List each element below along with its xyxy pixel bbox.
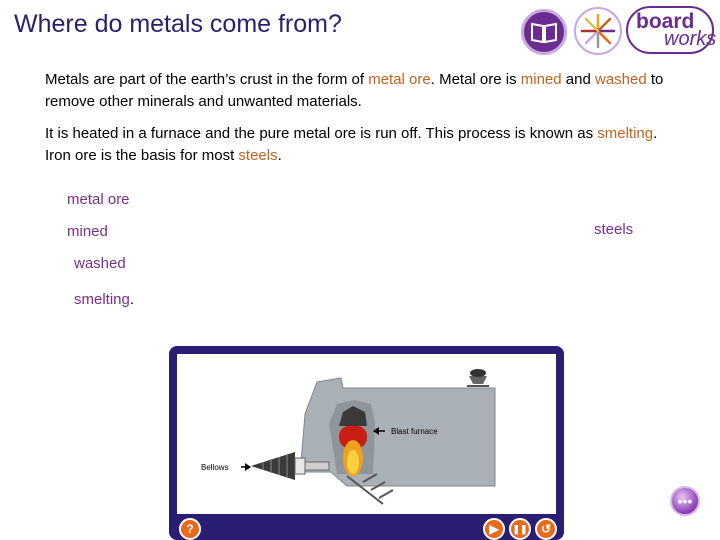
pause-button[interactable]: ❚❚ [509,518,531,540]
floating-keyword-metal-ore[interactable]: metal ore [67,191,130,208]
play-button[interactable]: ▶ [483,518,505,540]
animation-widget [169,346,564,540]
floating-keyword-mined[interactable]: mined [67,223,108,240]
keyword-smelting: smelting [597,125,654,142]
keyword-mined: mined [520,71,562,88]
starburst-icon[interactable] [574,7,622,55]
animation-stage [177,354,556,514]
blast-furnace-diagram [177,354,556,514]
keyword-washed: washed [595,71,647,88]
more-button[interactable]: ••• [670,486,700,516]
logo-line1: board [636,10,695,33]
smelting-paragraph: It is heated in a furnace and the pure metal ore is run off. This process is known as smelting. Iron ore is the basis for most steels. [45,125,658,164]
floating-keyword-smelting[interactable]: smelting. [74,291,135,308]
floating-keyword-washed[interactable]: washed [74,255,126,272]
arrow-bellows [241,463,251,471]
intro-paragraph: Metals are part of the earth’s crust in the form of metal ore. Metal ore is mined and washed to remove other minerals and unwanted materials. [45,71,664,110]
keyword-steels: steels [238,147,278,164]
keyword-metal-ore: metal ore [368,71,431,88]
bellows-label: Bellows [201,463,229,472]
page-title: Where do metals come from? [14,10,342,38]
floating-keyword-steels[interactable]: steels [594,221,634,238]
book-icon[interactable] [521,9,567,55]
blast-furnace-label: Blast furnace [391,427,438,436]
boardworks-logo [626,6,717,54]
logo-line2: works [664,28,717,50]
help-button[interactable]: ? [179,518,201,540]
ore-cart-icon [467,369,489,386]
restart-button[interactable]: ↺ [535,518,557,540]
